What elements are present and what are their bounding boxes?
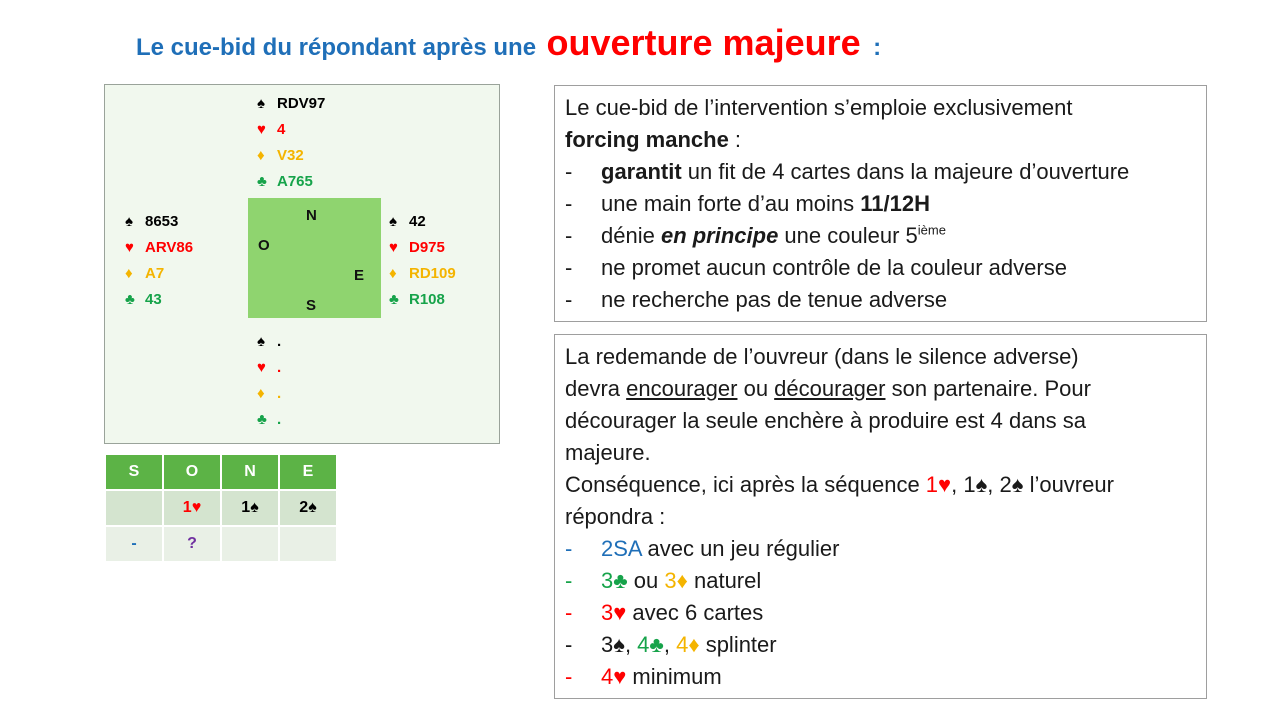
club-icon: ♣ — [125, 291, 135, 308]
spade-icon: ♠ — [250, 499, 259, 516]
bid-cell: - — [106, 527, 162, 561]
bid-cell — [106, 491, 162, 525]
heart-icon: ♥ — [125, 239, 134, 256]
spade-icon: ♠ — [257, 95, 265, 112]
heart-icon: ♥ — [938, 472, 952, 497]
heart-icon: ♥ — [191, 499, 202, 516]
east-hand — [389, 209, 456, 313]
title-part-1: Le cue-bid du répondant après une — [136, 34, 537, 61]
north-diamonds: V32 — [277, 147, 304, 164]
box2-line: décourager la seule enchère à produire est 4 dans sa — [565, 408, 1087, 433]
north-clubs: A765 — [277, 173, 313, 190]
east-spades: 42 — [409, 213, 426, 230]
list-item: - une main forte d’au moins 11/12H — [565, 191, 930, 216]
club-icon: ♣ — [257, 411, 267, 428]
bid-cell: 1♥ — [164, 491, 220, 525]
cue-bid-explanation-box — [554, 85, 1207, 322]
bid-cell: 1♠ — [222, 491, 278, 525]
box2-line: La redemande de l’ouvreur (dans le silence adverse) — [565, 344, 1079, 369]
header-north: N — [222, 455, 278, 489]
club-icon: ♣ — [613, 568, 628, 593]
box2-line: répondra : — [565, 504, 666, 529]
spade-icon: ♠ — [613, 632, 625, 657]
box2-sequence-line: Conséquence, ici après la séquence 1♥, 1♠, 2♠ l’ouvreur — [565, 472, 1114, 497]
bid-cell: ? — [164, 527, 220, 561]
list-item: - 2SA avec un jeu régulier — [565, 536, 840, 561]
west-clubs: 43 — [145, 291, 162, 308]
west-spades: 8653 — [145, 213, 179, 230]
heart-icon: ♥ — [613, 600, 627, 625]
west-hearts: ARV86 — [145, 239, 194, 256]
diamond-icon: ♦ — [125, 265, 133, 282]
box1-intro-line: Le cue-bid de l’intervention s’emploie exclusivement — [565, 95, 1073, 120]
south-diamonds: . — [277, 385, 282, 402]
bidding-header-row — [106, 455, 336, 489]
direction-south: S — [306, 297, 317, 314]
direction-west: O — [258, 237, 270, 254]
heart-icon: ♥ — [257, 121, 266, 138]
title-part-2: ouverture majeure — [546, 22, 861, 63]
header-south: S — [106, 455, 162, 489]
spade-icon: ♠ — [308, 499, 317, 516]
bidding-row — [106, 491, 336, 525]
east-hearts: D975 — [409, 239, 445, 256]
bid-cell — [280, 527, 336, 561]
club-icon: ♣ — [649, 632, 664, 657]
bid-cell: 2♠ — [280, 491, 336, 525]
spade-icon: ♠ — [125, 213, 133, 230]
bid-cell — [222, 527, 278, 561]
east-diamonds: RD109 — [409, 265, 456, 282]
list-item: - 4♥ minimum — [565, 664, 722, 689]
box2-line: majeure. — [565, 440, 651, 465]
spade-icon: ♠ — [1011, 472, 1024, 497]
box1-intro-line-2: forcing manche : — [565, 127, 742, 152]
list-item: - ne recherche pas de tenue adverse — [565, 287, 948, 312]
bidding-table — [104, 453, 338, 563]
direction-east: E — [354, 267, 365, 284]
header-east: E — [280, 455, 336, 489]
west-hand — [125, 209, 193, 313]
table-center — [248, 198, 381, 318]
club-icon: ♣ — [389, 291, 399, 308]
list-item: - 3♣ ou 3♦ naturel — [565, 568, 762, 593]
rebid-explanation-box — [554, 334, 1207, 699]
south-spades: . — [277, 333, 282, 350]
list-item: - ne promet aucun contrôle de la couleur adverse — [565, 255, 1067, 280]
list-item: - garantit un fit de 4 cartes dans la majeure d’ouverture — [565, 159, 1130, 184]
diamond-icon: ♦ — [688, 632, 700, 657]
east-clubs: R108 — [409, 291, 445, 308]
diamond-icon: ♦ — [389, 265, 397, 282]
spade-icon: ♠ — [257, 333, 265, 350]
heart-icon: ♥ — [613, 664, 627, 689]
page-title — [136, 22, 881, 64]
list-item: - dénie en principe une couleur 5ième — [565, 222, 946, 248]
heart-icon: ♥ — [389, 239, 398, 256]
bidding-row — [106, 527, 336, 561]
north-spades: RDV97 — [277, 95, 326, 112]
box2-line: devra encourager ou décourager son partenaire. Pour — [565, 376, 1091, 401]
title-part-3: : — [873, 34, 882, 61]
spade-icon: ♠ — [389, 213, 397, 230]
diamond-icon: ♦ — [257, 147, 265, 164]
list-item: - 3♠, 4♣, 4♦ splinter — [565, 632, 777, 657]
diamond-icon: ♦ — [257, 385, 265, 402]
north-hearts: 4 — [277, 121, 286, 138]
west-diamonds: A7 — [145, 265, 165, 282]
south-clubs: . — [277, 411, 282, 428]
direction-north: N — [306, 207, 317, 224]
south-hand — [257, 329, 281, 433]
south-hearts: . — [277, 359, 282, 376]
list-item: - 3♥ avec 6 cartes — [565, 600, 764, 625]
deal-diagram — [104, 84, 500, 444]
diamond-icon: ♦ — [676, 568, 688, 593]
heart-icon: ♥ — [257, 359, 266, 376]
header-west: O — [164, 455, 220, 489]
spade-icon: ♠ — [975, 472, 988, 497]
north-hand — [257, 91, 325, 195]
club-icon: ♣ — [257, 173, 267, 190]
